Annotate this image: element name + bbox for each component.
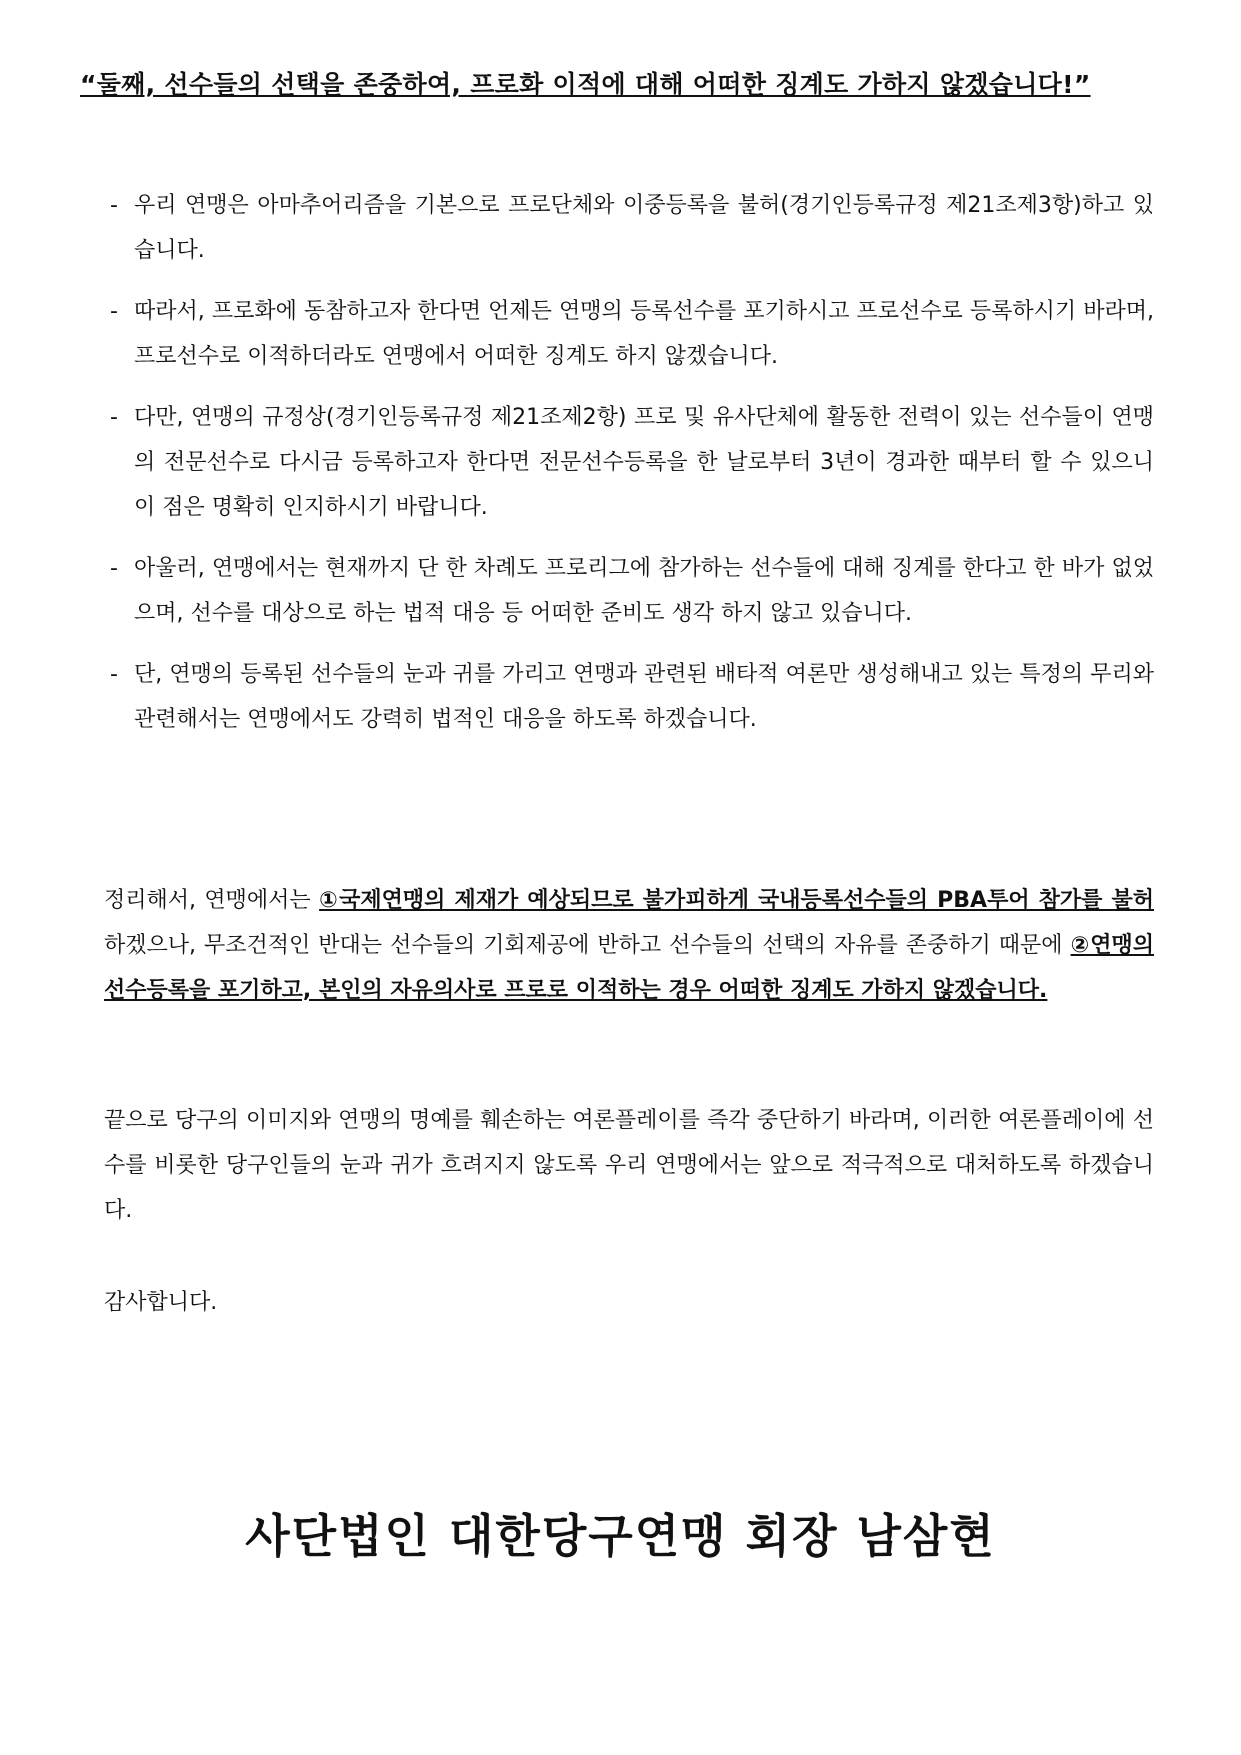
list-item	[110, 395, 1154, 530]
summary-point-2: ②연맹의 선수등록을 포기하고, 본인의 자유의사로 프로로 이적하는 경우 어떠한 징계도 가하지 않겠습니다.	[104, 933, 1154, 1003]
bullet-text: 단, 연맹의 등록된 선수들의 눈과 귀를 가리고 연맹과 관련된 배타적 여론만 생성해내고 있는 특정의 무리와 관련해서는 연맹에서도 강력히 법적인 대응을 하도록 하겠습니다.	[134, 662, 1154, 732]
bullet-text: 따라서, 프로화에 동참하고자 한다면 언제든 연맹의 등록선수를 포기하시고 프로선수로 등록하시기 바라며, 프로선수로 이적하더라도 연맹에서 어떠한 징계도 하지 않겠습니다.	[134, 299, 1154, 369]
bullet-marker: -	[110, 405, 118, 430]
bullet-text: 다만, 연맹의 규정상(경기인등록규정 제21조제2항) 프로 및 유사단체에 활동한 전력이 있는 선수들이 연맹의 전문선수로 다시금 등록하고자 한다면 전문선수등록을 한 날로부터 3년이 경과한 때부터 할 수 있으니 이 점은 명확히 인지하시기 바랍니다.	[134, 405, 1154, 520]
list-item	[110, 546, 1154, 636]
bullet-text: 우리 연맹은 아마추어리즘을 기본으로 프로단체와 이중등록을 불허(경기인등록규정 제21조제3항)하고 있습니다.	[134, 193, 1154, 263]
list-item	[110, 289, 1154, 379]
bullet-marker: -	[110, 662, 118, 687]
thanks-line: 감사합니다.	[104, 1290, 218, 1315]
summary-paragraph	[104, 878, 1154, 1013]
summary-middle: 하겠으나, 무조건적인 반대는 선수들의 기회제공에 반하고 선수들의 선택의 자유를 존중하기 때문에	[104, 933, 1071, 958]
summary-point-1: ①국제연맹의 제재가 예상되므로 불가피하게 국내등록선수들의 PBA투어 참가를 불허	[319, 888, 1155, 913]
bullet-text: 아울러, 연맹에서는 현재까지 단 한 차례도 프로리그에 참가하는 선수들에 대해 징계를 한다고 한 바가 없었으며, 선수를 대상으로 하는 법적 대응 등 어떠한 준비도 생각 하지 않고 있습니다.	[134, 556, 1154, 626]
bullet-marker: -	[110, 556, 118, 581]
bullet-marker: -	[110, 193, 118, 218]
list-item	[110, 183, 1154, 273]
summary-intro: 정리해서, 연맹에서는	[104, 888, 320, 913]
closing-paragraph: 끝으로 당구의 이미지와 연맹의 명예를 훼손하는 여론플레이를 즉각 중단하기 바라며, 이러한 여론플레이에 선수를 비롯한 당구인들의 눈과 귀가 흐려지지 않도록 우리 연맹에서는 앞으로 적극적으로 대처하도록 하겠습니다.	[104, 1108, 1154, 1223]
bullet-list	[110, 183, 1154, 758]
bullet-marker: -	[110, 299, 118, 324]
list-item	[110, 652, 1154, 742]
section-heading: “둘째, 선수들의 선택을 존중하여, 프로화 이적에 대해 어떠한 징계도 가하지 않겠습니다!”	[80, 70, 1091, 99]
signature: 사단법인 대한당구연맹 회장 남삼현	[245, 1509, 996, 1563]
